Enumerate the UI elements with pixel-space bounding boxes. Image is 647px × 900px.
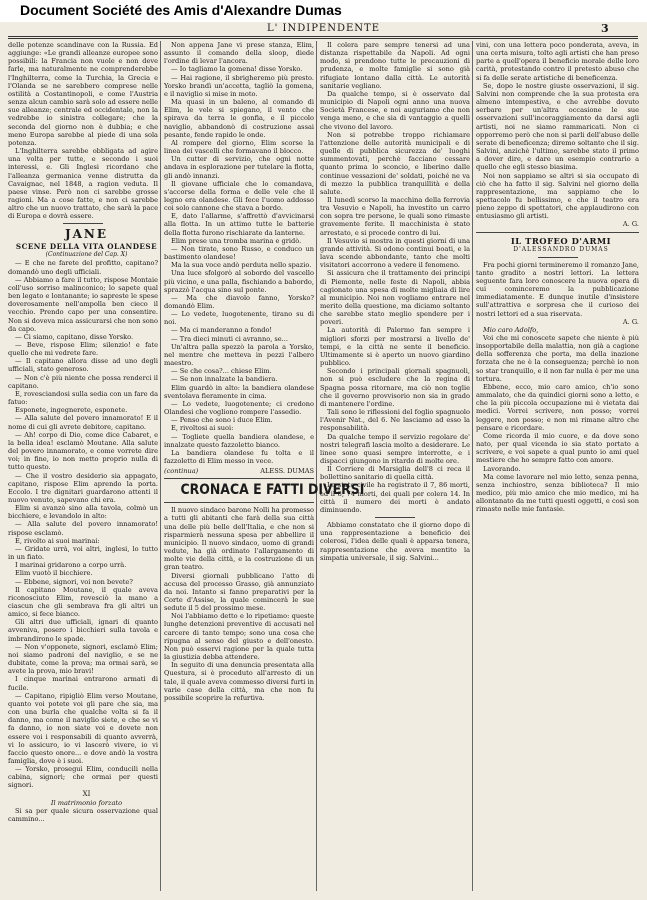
serial-paragraph: — Yorsko, proseguì Elim, conducili nella cabina, signori; che ormai per questi signori. [8,765,158,790]
serial-paragraph: — Se non innalzate la bandiera. [171,375,278,384]
column-3 [320,41,470,891]
news-paragraph: Da qualche tempo, si è osservato dal municipio di Napoli ogni anno una nuova Società Francese, e noi auguriamo che non venga meno, e che sia di vantaggio a quelli che vivono del lavoro. [320,89,470,131]
cronaca-heading: CRONACA E FATTI DIVERSI [180,482,365,499]
serial-paragraph: — Penso che sono i duce Elim. [171,416,273,425]
news-paragraph: Tali sono le riflessioni del foglio spagnuolo l'Avenir Nat., del 6. Ne lasciamo ad esso la responsabilità. [320,408,470,433]
continua-label: (continua) [164,467,199,476]
trofeo-author: D'ALESSANDRO DUMAS [513,245,609,253]
news-paragraph: Il Vesuvio si mostra in questi giorni di una grande attività. Si odono continui boati, e la lava scende abbondante, tanto che molti visitatori accorrono a vedere il fenomeno. [320,236,470,270]
news-paragraph: vini, con una lettera poco ponderata, aveva, in una certa misura, tolto agli artisti che han preso parte a quell'opera il beneficio morale delle loro carità, protestando contro il pretesto abuso che si fa delle serate artistiche di beneficenza. [476,41,639,82]
trofeo-title: IL TROFEO D'ARMI [510,235,612,246]
chapter-paragraph: Si sa per quale sicura osservazione qual cammino... [8,806,158,823]
serial-subtitle: SCENE DELLA VITA OLANDESE [15,242,158,252]
masthead-title: L' INDIPENDENTE [266,23,381,34]
section-separator [476,232,639,233]
serial-paragraph: — Lo vedete, luogotenente, tirano su di noi. [164,310,314,327]
column-divider [472,41,473,891]
serial-paragraph: Elim prese una tromba marina e gridò. [171,236,302,245]
page-number: 3 [601,22,609,35]
serial-paragraph: — Gridate urrà, voi altri, inglesi, lo tutto in un fiato. [8,544,158,562]
column-1 [8,41,158,891]
news-paragraph: Lo stato civile ha registrato il 7, 86 morti, ed il 8, 74 morti, dei quali per colera 14. In città il numero dei morti è andato diminuendo. [320,481,470,514]
article-paragraph: delle potenze scandinave con la Russia. Ed aggiunge: «Le grandi alleanze europee sono possibili: la Francia non vuole e non deve farle, ma naturalmente ne comprenderebbe l'Inghilterra, come la Turchia, la Grecia e l'Olanda se ne sarebbero comprese nelle ostilità a Costantinopoli, e come l'Austria senza alcun cambio sarà solo ad essere nelle sue alleanze; centrale ed occidentale, non la vedrebbe io sinistra collegare; che la seconda del giorno non è dubbia; e che meno Europa sarebbe al piede di una sola potenza. [8,41,158,147]
serial-signature-line [164,467,314,475]
news-paragraph: Secondo i principali giornali spagnuoli, non si può escludere che la regina di Spagna possa ritornare, ma ciò non toglie che il governo provvisorio non sia in grado di mantenere l'ordine. [320,367,470,408]
news-paragraph: Diversi giornali pubblicano l'atto di accusa del processo Grasso, già annunziato da noi. Intanto si fanno preparativi per la Corte d'Assise, la quale comincerà le sue sedute il 5 del prossimo mese. [164,571,314,613]
news-paragraph: La autorità di Palermo fan sempre i migliori sforzi per mostrarsi a livello de' tempi, e la città ne sente il beneficio. Ultimamente si è aperto un nuovo giardino pubblico. [320,326,470,368]
serial-paragraph: — Non c'è più niente che possa renderci il capitano. [8,373,158,390]
serial-paragraph: — Se che cosa?... chiese Elim. [171,367,272,376]
column-divider [316,41,317,891]
news-paragraph: Noi non sappiamo se altri si sia occupato di ciò che ha fatto il sig. Salvini nel giorno della rappresentazione, ma sappiamo che lo spettacolo fu bellissimo, e che il teatro era pieno zeppo di spettatori, che applaudirono con entusiasmo gli artisti. [476,171,639,221]
serial-paragraph: Esponete, ingegnerete, esponete. [15,406,128,415]
serial-paragraph: — Lo vedete, luogotenente; ci credono Olandesi che vogliono rompere l'assedio. [164,399,314,417]
column-2 [164,41,365,891]
serial-paragraph: E, rivolto ai suoi marinai: [15,536,100,545]
serial-paragraph: Il capitano Moutane, il quale aveva riconosciuto Elim, rovesciò la mano a ciascun che gli sembrava fra gli altri un amico, si fece bianco. [8,585,158,619]
serial-paragraph: I cinque marinai entrarono armati di fucile. [8,675,158,692]
news-paragraph: Se, dopo le nostre giuste osservazioni, il sig. Salvini non comprende che la sua protesta era almeno intempestiva, e che avrebbe dovuto serbare per un'altra occasione le sue osservazioni sull'incoraggiamento da darsi agli artisti, noi ne siamo rammaricati. Non ci opporremo però che non si parli dell'abuso delle serate di beneficenza; diremo soltanto che il sig. Salvini, anzichè l'ultimo, sarebbe stato il primo a dover dire, e dare un esempio contrario a quello che egli stesso biasima. [476,81,639,172]
serial-paragraph: Gli altri due ufficiali, ignari di quanto avveniva, posero i bicchieri sulla tavola e imbrandirono le spade. [8,618,158,643]
serial-paragraph: — Ma che diavolo fanno, Yorsko? domandò Elim. [164,293,314,310]
chapter-number: XI [82,789,91,798]
serial-body [8,259,158,789]
serial-continuation: (Continuazione del Cap. X) [45,251,128,259]
serial-paragraph: — Che il vostro desiderio sia appagato, capitano, rispose Elim aprendo la porta. Eccolo. I tre dignitari guardarono attenti il nuovo venuto, sapevano chi era. [8,471,158,504]
document-banner [0,0,647,22]
letter-paragraph: Ebbene, ecco, mio caro amico, ch'io sono ammalato, che da quindici giorni sono a letto, e che la più piccola occupazione mi è vietata dai medici. Vorrei scrivere, non posso; vorrei leggere, non posso; e non mi rimane altro che pensare e ricordare. [476,382,639,432]
news-paragraph: Il Corriere di Marsiglia dell'8 ci reca il bollettino sanitario di quella città. [320,465,470,482]
news-paragraph: Il colera pare sempre tenersi ad una distanza rispettabile da Napoli. Ad ogni modo, si prendono tutte le precauzioni di prudenza, e molte famiglie si sono già rifugiate lontano dalla città. Le autorità sanitarie vegliano. [320,41,470,90]
serial-paragraph: — Ah! corpo di Dio, come dice Cabaret, e la bella idea! esclamò Moutane. Alla salute del povero innamorato, e come vorrete dire voi; in fine, io non metto proprio nulla di tutto questo. [8,430,158,472]
news-paragraph: Abbiamo constatato che il giorno dopo di una rappresentazione a beneficio dei colerosi, l'idea delle quali è apparsa tenera, rappresentazione che aveva mentito la simpatia universale, il sig. Salvini... [320,521,470,562]
news-paragraph: Si assicura che il trattamento dei principi di Piemonte, nelle feste di Napoli, abbia cagionato una spesa di molte migliaia di lire al municipio. Noi non vogliamo entrare nel merito della questione, ma diciamo soltanto che sarebbe stato meglio spendere per i poveri. [320,269,470,327]
article-paragraph: L'Inghilterra sarebbe obbligata ad agire una volta per tutte, e secondo i suoi interessi, e. Gli Inglesi ricordano che l'alleanza germanica venne distrutta da Cavaignac, nel 1848, a ragion veduta. Il paese vinse. Però non ci sarebbe grosse ragioni. Ma a cose fatte, e non ci sarebbe altro che un nuovo trattato, che sarà la pace di Europa e dovrà essere. [8,147,158,221]
serial-paragraph: Ma quasi in un baleno, al comando di Elim, le vele si spiegano, il vento che spirava da terra le gonfia, e il piccolo naviglio, abbandonò di costruzione assai pesante, fende rapido le onde. [164,98,314,139]
banner-text: Document Société des Amis d'Alexandre Dumas [20,2,342,18]
serial-paragraph: — Tra dieci minuti ci avranno, se... [171,334,288,343]
serial-paragraph: Ma la sua voce andò perduta nello spazio. [171,261,312,270]
serial-paragraph: Al rompere del giorno, Elim scorse la linea dei vascelli che formavano il blocco. [164,138,314,156]
masthead-rule [8,36,638,39]
serial-paragraph: Non appena Jane vi prese stanza, Elim, assunto il comando della sloop, diede l'ordine di levar l'ancora. [164,41,314,66]
news-paragraph: Il lunedì scorso la macchina della ferrovia tra Vesuvio e Napoli, ha investito un carro con sopra tre persone, le quali sono rimaste gravemente ferite. Il macchinista è stato arrestato, e si procede contro di lui. [320,195,470,237]
letter-salutation: Mio caro Adolfo, [483,325,539,334]
serial-paragraph: Elim si avanzò sino alla tavola, colmò un bicchiere, e levandolo in alto: [8,504,158,521]
signature: A. G. [622,317,639,326]
serial-paragraph: — Abbiamo a fare il tutto, rispose Montaie coll'uso sorriso malinconico; lo sapete qual ben legato e lontanante; io sapreste le spese doverosamente nell'ampolla ben cieco il vecchio. Prendo capo per una consentire. Non si doveva mica assicurarsi che non sono da capo. [8,275,158,333]
news-paragraph: In seguito di una denuncia presentata alla Questura, si è proceduto all'arresto di un tale, il quale aveva commesso diversi furti in varie case della città, ma che non fu possibile scoprire la refurtiva. [164,661,314,702]
serial-paragraph: — Ebbene, signori, voi non bevete? [15,577,133,586]
masthead [0,22,647,36]
news-paragraph: Da qualche tempo il servizio regolare de' nostri telegrafi lascia molto a desiderare. Le linee sono quasi sempre interrotte, e i dispacci giungono in ritardo di molte ore. [320,432,470,465]
letter-paragraph: Ma come lavorare nel mio letto, senza penna, senza inchiostro, senza biblioteca? Il mio medico, più mio amico che mio medico, mi ha allontanato da me tutti questi oggetti, e così son rimasto nelle mie fantasie. [476,472,639,514]
letter-paragraph: Come ricorda il mio cuore, e da dove sono nato, per qual vicenda io sia stato portato a scrivere, e voi sapete a qual punto io ami quel mestiere che ho sempre fatto con amore. [476,431,639,465]
section-rule [63,223,103,224]
serial-paragraph: E, rovesciandosi sulla sedia con un fare da fatuo: [8,389,158,407]
section-separator [164,502,314,503]
serial-paragraph: — Capitano, ripigliò Elim verso Moutane, quanto voi potete voi gli pare che sia, ma con una burla che qualche volta si fa il danno, ma come il naviglio siete, e che se vi fa danno, io non siate voi e dovete non essere voi i responsabili di quanto avverrà, vi lo assicuro, io vi lascerò vivere, io vi faccio questo onore... e dove andò la vostra famiglia, dove è i suoi. [8,691,158,765]
section-rule [538,257,578,258]
serial-paragraph: E, rivoltosi ai suoi: [171,424,234,433]
serial-paragraph: — Ma ci manderanno a fondo! [171,326,273,335]
serial-paragraph: Una luce sfolgorò al sobordo del vascello più vicino, e una palla, fischiando a babordo, sprazzò l'acqua sino sul ponte. [164,269,314,294]
column-4 [476,41,639,891]
news-paragraph: Non si potrebbe troppo richiamare l'attenzione delle autorità municipali e di quelle di pubblica sicurezza de' luoghi summentovati, perchè facciano cessare quanto prima lo sconcio, e liberino dalle continue vessazioni de' soldati, poiché ne va di mezzo la pubblica tranquillità e della salute. [320,130,470,196]
serial-paragraph: — Alla salute del povero innamorato! E il nome di cui gli avrete debitore, capitano. [8,414,158,431]
newspaper-page[interactable] [0,22,647,900]
serial-paragraph: — Il capitano allora disse ad uno degli ufficiali, stato generoso. [8,357,158,374]
serial-paragraph: — Io tagliamo la gomena! disse Yorsko. [171,65,303,74]
serial-paragraph: — Hai ragione, il sbrigheremo più presto. Yorsko brandì un'accetta, tagliò la gomena, e il naviglio si mise in moto. [164,73,314,98]
serial-paragraph: — Alla salute del povero innamorato! rispose esclamò. [8,520,158,537]
serial-paragraph: — Togliete quella bandiera olandese, e innalzate questo fazzoletto bianco. [164,432,314,449]
serial-body-continued [164,41,314,465]
serial-paragraph: Elim guardò in alto: la bandiera olandese sventolava fieramente in cima. [164,383,314,400]
column-divider [160,41,161,891]
trofeo-intro: Fra pochi giorni termineremo il romanzo Jane, tanto gradito a nostri lettori. La lettera seguente fara loro conoscere la nuova opera di cui cominceremo la pubblicazione immediatamente. E dunque inutile d'insistere sull'attrattiva e sorpresa che il curioso dei nostri lettori ed a sua riservata. [476,260,639,318]
serial-title: JANE [64,227,109,242]
signature: A. G. [622,220,639,229]
serial-paragraph: Elim vuotò il bicchiere. [15,569,93,578]
serial-paragraph: — Ci siamo, capitano, disse Yorsko. [15,332,134,341]
serial-paragraph: — Beve, rispose Elim; silenzio! e fate quello che mi vedrete fare. [8,341,158,358]
serial-paragraph: Un'altra palla spezzò la parola a Yorsko, nel mentre che metteva in pezzi l'albero maestro. [164,342,314,368]
section-rule [375,517,415,518]
letter-paragraph: Voi che mi conoscete sapete che niente è più insopportabile della malattia, non già a cagione della sofferenza che porta, ma della inazione forzata che ne è la conseguenza; perchè io non so star tranquillo, e il non far nulla è per me una tortura. [476,334,639,383]
letter-paragraph: Lavorando. [483,464,521,473]
serial-paragraph: Un cutter di servizio, che ogni notte andava in esplorazione per tutelare la flotta, gli andò innanzi. [164,155,314,180]
author-signature: ALESS. DUMAS [260,467,314,476]
serial-paragraph: I marinai gridarono a corpo urrà. [15,561,127,570]
serial-paragraph: — Non v'opponete, signori, esclamò Elim; noi siamo padroni del naviglio, e se ne dubitate, come la prova; ma ormai sarà, se avete la prova, mio bravi! [8,642,158,676]
section-separator [164,478,314,479]
news-paragraph: Noi l'abbiamo detto e lo ripetiamo: queste lunghe detenzioni preventive di accusati nel carcere di tanto tempo; sono una cosa che ripugna al senso del giusto e dell'onesto. Non può esservi ragione per la quale tutta la giustizia debba attendere. [164,612,314,662]
serial-paragraph: E, dato l'allarme, s'affrettò d'avvicinarsi alla flotta. In un attimo tutte le batterie della flotta furono rischiarate da lanterne. [164,212,314,237]
serial-paragraph: — Non tirate, sono Russo, e conduco un bastimento olandese! [164,244,314,262]
serial-paragraph: La bandiera olandese fu tolta e il fazzoletto di Elim messo in vece. [164,448,314,465]
serial-paragraph: — E che ne farete del profitto, capitano? domandò uno degli ufficiali. [8,259,158,276]
chapter-title: Il matrimonio forzato [50,798,123,807]
serial-paragraph: Il giovane ufficiale che lo comandava, s'accorse della forma e delle vele che il legno era olandese. Gli fece l'uomo addosso coi solo cannone che stava a bordo. [164,179,314,213]
news-paragraph: Il nuovo sindaco barone Nolli ha promesso a tutti gli abitanti che farà della sua città una delle più belle dell'Italia, e che non si risparmierà nessuna spesa per abbellire il municipio. Il nuovo sindaco, uomo di grandi vedute, ha già ordinato l'allargamento di molte vie della città, e la costruzione di un gran teatro. [164,506,314,572]
